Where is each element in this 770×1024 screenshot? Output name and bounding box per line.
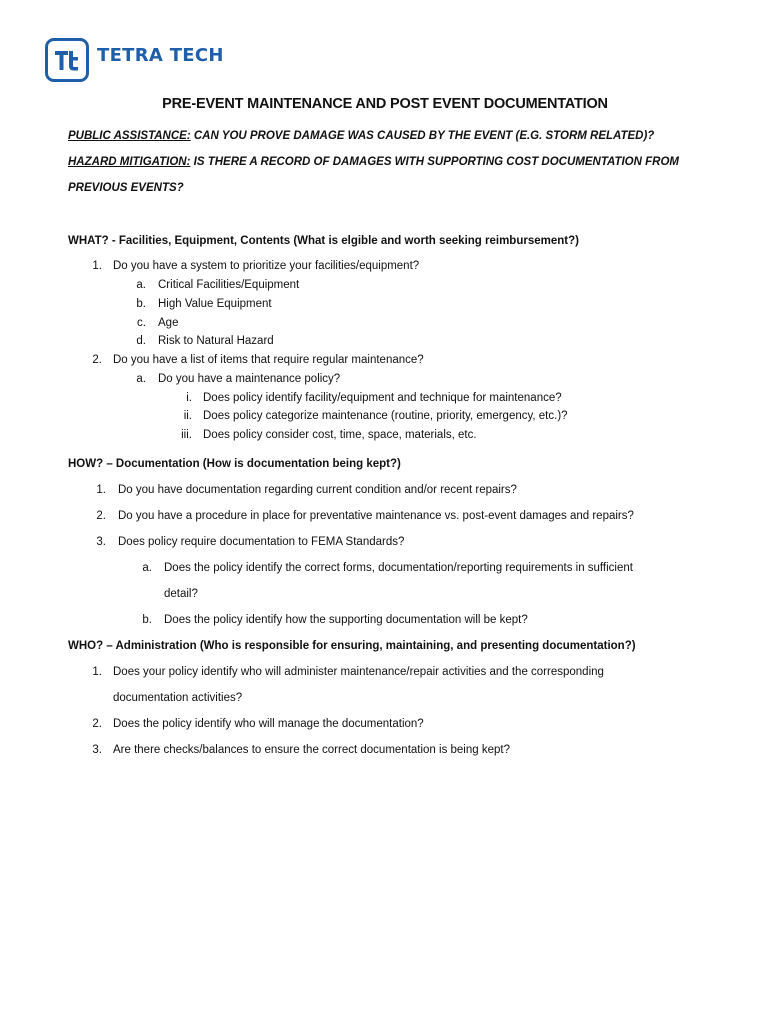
list-letter: b. xyxy=(136,298,146,310)
list-number: 2. xyxy=(96,510,106,522)
tetra-tech-logo-icon xyxy=(45,38,89,82)
list-item: Age xyxy=(158,317,179,329)
list-roman: iii. xyxy=(181,429,192,441)
hazard-mitigation-line xyxy=(68,155,679,169)
list-letter: b. xyxy=(142,614,152,626)
public-assistance-line xyxy=(68,129,654,143)
list-letter: c. xyxy=(137,317,146,329)
how-question-1: Do you have documentation regarding current condition and/or recent repairs? xyxy=(118,484,517,496)
list-letter: a. xyxy=(136,279,146,291)
what-heading: WHAT? - Facilities, Equipment, Contents (What is elgible and worth seeking reimbursement?) xyxy=(68,235,579,247)
who-question-3: Are there checks/balances to ensure the correct documentation is being kept? xyxy=(113,744,510,756)
how-heading: HOW? – Documentation (How is documentation being kept?) xyxy=(68,458,401,470)
how-question-3: Does policy require documentation to FEMA Standards? xyxy=(118,536,405,548)
who-heading: WHO? – Administration (Who is responsible for ensuring, maintaining, and presenting documentation?) xyxy=(68,640,636,652)
list-roman: ii. xyxy=(183,410,192,422)
list-number: 3. xyxy=(92,744,102,756)
who-question-1: Does your policy identify who will administer maintenance/repair activities and the corresponding xyxy=(113,666,604,678)
list-number: 3. xyxy=(96,536,106,548)
list-number: 1. xyxy=(92,260,102,272)
hazard-mitigation-text: IS THERE A RECORD OF DAMAGES WITH SUPPORTING COST DOCUMENTATION FROM xyxy=(190,156,679,168)
list-item: Does policy consider cost, time, space, materials, etc. xyxy=(203,429,477,441)
logo-text: TETRA TECH xyxy=(97,44,224,66)
how-question-3b: Does the policy identify how the supporting documentation will be kept? xyxy=(164,614,528,626)
hazard-mitigation-label: HAZARD MITIGATION: xyxy=(68,156,191,168)
list-item: High Value Equipment xyxy=(158,298,272,310)
list-item: Does policy categorize maintenance (routine, priority, emergency, etc.)? xyxy=(203,410,568,422)
how-question-3a-cont: detail? xyxy=(164,588,198,600)
list-number: 2. xyxy=(92,718,102,730)
list-letter: d. xyxy=(136,335,146,347)
what-question-2a: Do you have a maintenance policy? xyxy=(158,373,341,385)
list-roman: i. xyxy=(186,392,192,404)
who-question-1-cont: documentation activities? xyxy=(113,692,243,704)
list-item: Critical Facilities/Equipment xyxy=(158,279,300,291)
list-letter: a. xyxy=(136,373,146,385)
list-number: 1. xyxy=(92,666,102,678)
how-question-2: Do you have a procedure in place for preventative maintenance vs. post-event damages and repairs? xyxy=(118,510,634,522)
what-question-2: Do you have a list of items that require regular maintenance? xyxy=(113,354,424,366)
list-item: Risk to Natural Hazard xyxy=(158,335,274,347)
list-number: 1. xyxy=(96,484,106,496)
document-title: PRE-EVENT MAINTENANCE AND POST EVENT DOCUMENTATION xyxy=(162,96,608,112)
hazard-mitigation-text-cont: PREVIOUS EVENTS? xyxy=(68,182,184,194)
what-question-1: Do you have a system to prioritize your facilities/equipment? xyxy=(113,260,420,272)
company-logo xyxy=(45,38,224,82)
list-number: 2. xyxy=(92,354,102,366)
list-item: Does policy identify facility/equipment and technique for maintenance? xyxy=(203,392,562,404)
public-assistance-label: PUBLIC ASSISTANCE: xyxy=(68,130,191,142)
public-assistance-text: CAN YOU PROVE DAMAGE WAS CAUSED BY THE EVENT (E.G. STORM RELATED)? xyxy=(190,130,655,142)
who-question-2: Does the policy identify who will manage the documentation? xyxy=(113,718,424,730)
list-letter: a. xyxy=(142,562,152,574)
how-question-3a: Does the policy identify the correct forms, documentation/reporting requirements in sufficient xyxy=(164,562,633,574)
